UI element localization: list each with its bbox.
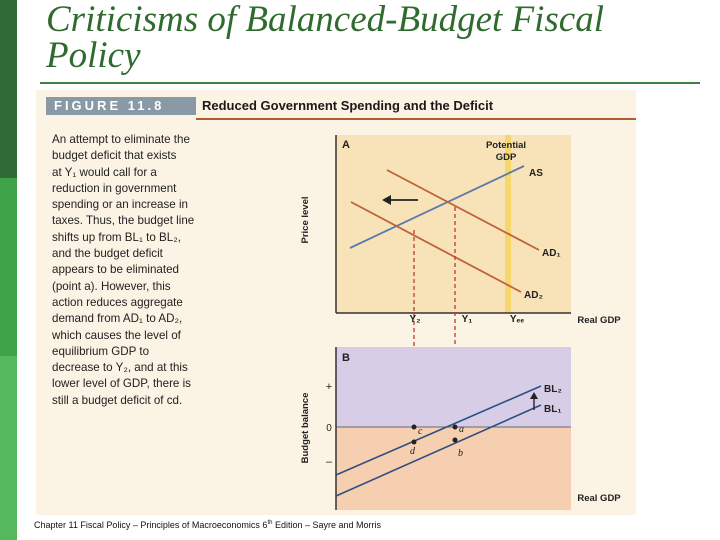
figure-badge: FIGURE 11.8 [46, 97, 196, 115]
point-c-label: c [418, 426, 423, 437]
y1-tick-label: Y₁ [461, 314, 473, 325]
potential-gdp-label: GDP [495, 152, 517, 163]
caption-line: An attempt to eliminate the [52, 133, 190, 146]
caption-line: reduction in government [52, 181, 177, 195]
price-level-axis-label: Price level [300, 196, 311, 244]
footer-ordinal: th [267, 520, 273, 526]
surplus-band [336, 347, 571, 427]
panel-a-background [336, 135, 571, 313]
bl2-label: BL₂ [544, 384, 562, 395]
as-label: AS [529, 168, 543, 179]
deficit-sign: – [325, 456, 333, 468]
figure-11-8 [36, 90, 636, 515]
accent-bar-bottom [0, 356, 17, 540]
footer-text: Chapter 11 Fiscal Policy – Principles of Macroeconomics 6 [34, 520, 268, 530]
point-d-label: d [410, 446, 415, 457]
caption-line: decrease to Y₂, and at this [52, 361, 188, 375]
caption-line: taxes. Thus, the budget line [52, 214, 195, 228]
caption-line: action reduces aggregate [52, 295, 183, 309]
accent-bar-middle [0, 178, 17, 356]
caption-line: shifts up from BL₁ to BL₂, [52, 230, 181, 244]
caption-line: still a budget deficit of cd. [52, 393, 183, 407]
caption-line: spending or an increase in [52, 198, 188, 212]
surplus-sign: + [325, 381, 333, 393]
fiscal-policy-diagram [36, 90, 636, 515]
caption-line: at Y₁ would call for a [52, 165, 157, 179]
point-c [412, 425, 417, 430]
figure-title: Reduced Government Spending and the Deficit [202, 98, 494, 113]
ad1-label: AD₁ [542, 248, 561, 259]
caption-line: and the budget deficit [52, 247, 163, 261]
panel-a-x-axis-label: Real GDP [577, 315, 621, 326]
caption-line: which causes the level of [52, 328, 181, 342]
panel-b-x-axis-label: Real GDP [577, 493, 621, 504]
slide-title: Criticisms of Balanced-Budget Fiscal Policy [46, 0, 604, 76]
panel-b-label: B [342, 352, 350, 364]
caption-line: equilibrium GDP to [52, 344, 150, 358]
ad2-label: AD₂ [524, 290, 543, 301]
title-underline [40, 82, 700, 84]
point-d [412, 440, 417, 445]
point-b-label: b [458, 448, 463, 459]
bl1-label: BL₁ [544, 404, 562, 415]
y2-tick-label: Y₂ [409, 314, 421, 325]
budget-balance-axis-label: Budget balance [300, 392, 311, 464]
slide-footer [34, 520, 381, 530]
caption-line: budget deficit that exists [52, 149, 177, 163]
caption-line: (point a). However, this [52, 279, 171, 293]
accent-bar-top [0, 0, 17, 178]
panel-a-label: A [342, 139, 350, 151]
caption-line: appears to be eliminated [52, 263, 179, 277]
point-a-label: a [459, 424, 464, 435]
potential-gdp-label: Potential [485, 140, 527, 151]
zero-label: 0 [326, 423, 332, 434]
caption-line: lower level of GDP, there is [52, 377, 191, 391]
point-a [453, 425, 458, 430]
yfe-tick-label: Yₑₑ [509, 314, 525, 325]
point-b [453, 438, 458, 443]
caption-line: demand from AD₁ to AD₂, [52, 312, 183, 326]
footer-text-end: Edition – Sayre and Morris [272, 520, 382, 530]
